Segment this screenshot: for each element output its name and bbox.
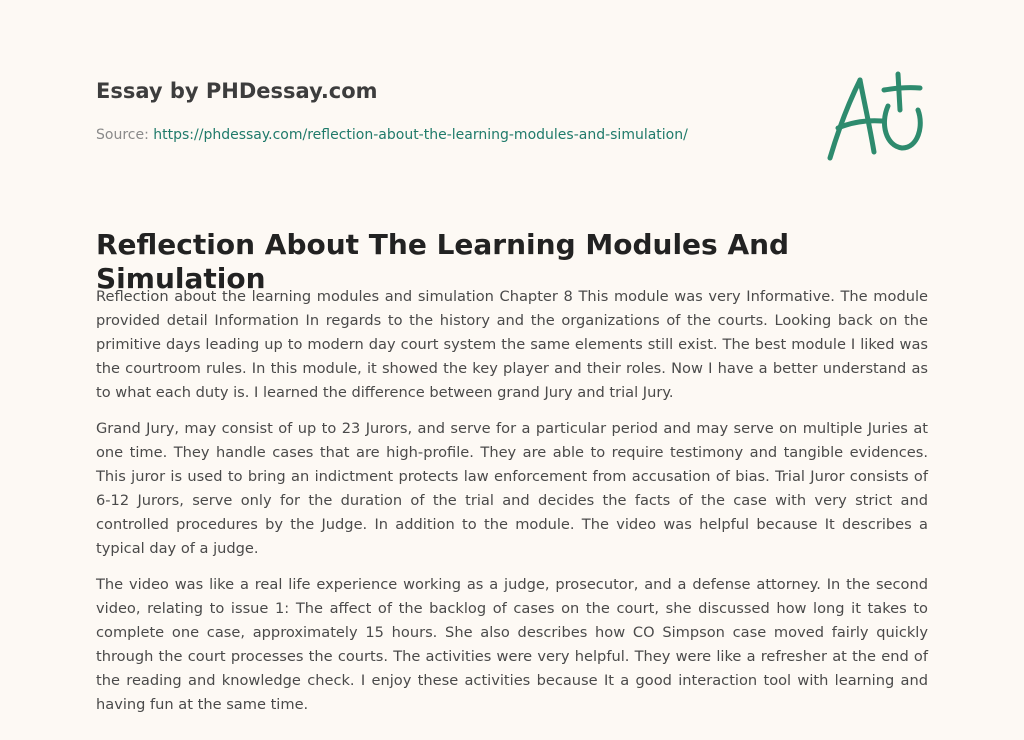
- a-plus-grade-icon: [820, 66, 930, 166]
- source-link[interactable]: https://phdessay.com/reflection-about-the-learning-modules-and-simulation/: [153, 127, 688, 143]
- source-label: Source:: [96, 127, 149, 143]
- site-title: Essay by PHDessay.com: [96, 79, 378, 103]
- page-header: [96, 78, 796, 144]
- paragraph-1: Reflection about the learning modules and simulation Chapter 8 This module was very Informative. The module provided detail Information In regards to the history and the organizations of the courts. Looking back on the primitive days leading up to modern day court system the same elements still exist. The best module I liked was the courtroom rules. In this module, it showed the key player and their roles. Now I have a better understand as to what each duty is. I learned the difference between grand Jury and trial Jury.: [96, 288, 928, 401]
- paragraph-2: Grand Jury, may consist of up to 23 Jurors, and serve for a particular period and may serve on multiple Juries at one time. They handle cases that are high-profile. They are able to require testimony and tangible evidences. This juror is used to bring an indictment protects law enforcement from accusation of bias. Trial Juror consists of 6-12 Jurors, serve only for the duration of the trial and decides the facts of the case with very strict and controlled procedures by the Judge. In addition to the module. The video was helpful because It describes a typical day of a judge.: [96, 420, 928, 557]
- article-body: [96, 285, 928, 729]
- source-line: [96, 126, 796, 144]
- article-title: Reflection About The Learning Modules And Simulation: [96, 228, 790, 295]
- paragraph-3: The video was like a real life experience working as a judge, prosecutor, and a defense attorney. In the second video, relating to issue 1: The affect of the backlog of cases on the court, she discussed how long it takes to complete one case, approximately 15 hours. She also describes how CO Simpson case moved fairly quickly through the court processes the courts. The activities were very helpful. They were like a refresher at the end of the reading and knowledge check. I enjoy these activities because It a good interaction tool with learning and having fun at the same time.: [96, 576, 928, 713]
- a-plus-logo-svg: [820, 66, 930, 166]
